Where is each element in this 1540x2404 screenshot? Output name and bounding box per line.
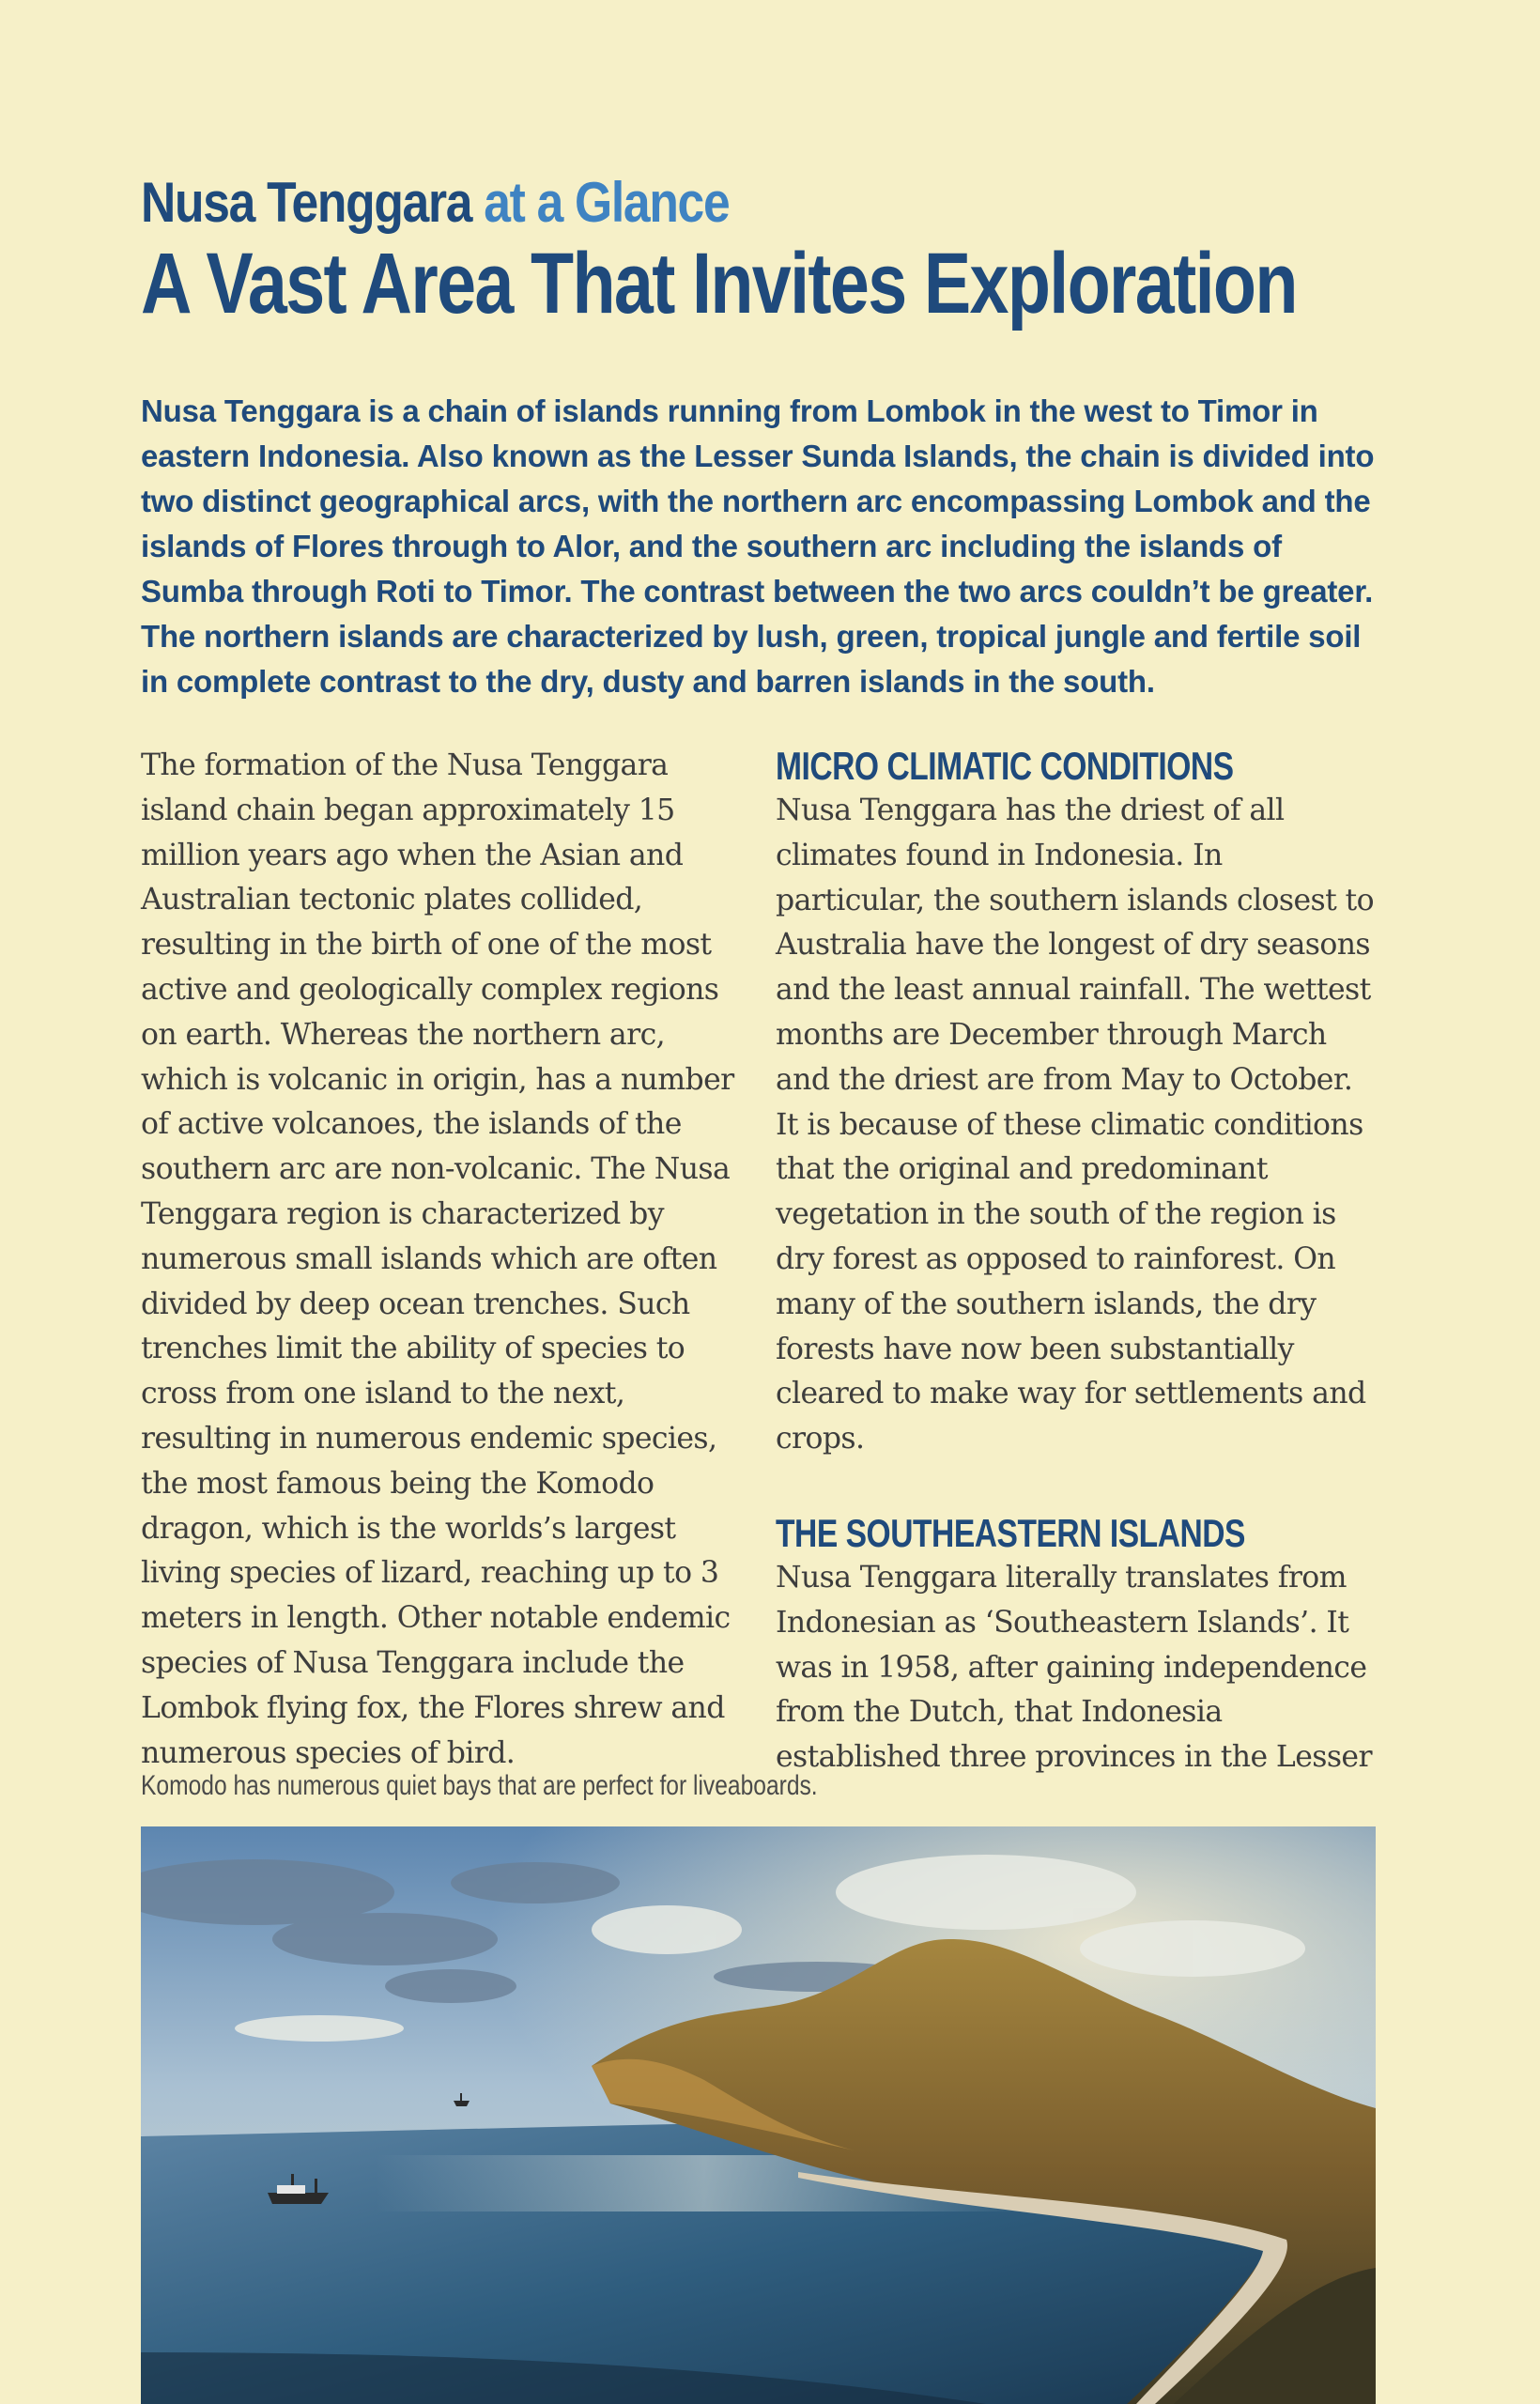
left-column	[141, 744, 751, 1776]
photo-caption: Komodo has numerous quiet bays that are perfect for liveaboards.	[141, 1770, 818, 1801]
section-heading-southeastern: THE SOUTHEASTERN ISLANDS	[776, 1510, 1245, 1555]
article	[141, 169, 1376, 1775]
kicker-title	[141, 169, 1203, 237]
right-column	[776, 744, 1377, 1780]
southeastern-paragraph: Nusa Tenggara literally translates from Indonesian as ‘Southeastern Islands’. It was in 1958, after gaining independence from the Dutch, that Indonesia established three provinces in the Lesser	[776, 1560, 1372, 1775]
climate-paragraph: Nusa Tenggara has the driest of all climates found in Indonesia. In particular, the southern islands closest to Australia have the longest of dry seasons and the least annual rainfall. The wettest months are December through March and the driest are from May to October. It is because of these climatic conditions that the original and predominant vegetation in the south of the region is dry forest as opposed to rainforest. On many of the southern islands, the dry forests have now been substantially cleared to make way for settlements and crops.	[776, 794, 1374, 1456]
section-heading-climate: MICRO CLIMATIC CONDITIONS	[776, 744, 1234, 788]
body-columns	[141, 744, 1376, 1775]
bay-photo	[141, 1826, 1376, 2404]
kicker-accent: at a Glance	[484, 171, 730, 234]
page-title: A Vast Area That Invites Exploration	[141, 236, 1297, 331]
intro-paragraph: Nusa Tenggara is a chain of islands running from Lombok in the west to Timor in eastern Indonesia. Also known as the Lesser Sunda Islands, the chain is divided into two distinct geographical arcs, with the northern arc encompassing Lombok and the islands of Flores through to Alor, and the southern arc including the islands of Sumba through Roti to Timor. The contrast between the two arcs couldn’t be greater. The northern islands are characterized by lush, green, tropical jungle and fertile soil in complete contrast to the dry, dusty and barren islands in the south.	[141, 393, 1375, 699]
kicker-main: Nusa Tenggara	[141, 171, 472, 234]
formation-paragraph: The formation of the Nusa Tenggara island chain began approximately 15 million years ago when the Asian and Australian tectonic plates collided, resulting in the birth of one of the most active and geologically complex regions on earth. Whereas the northern arc, which is volcanic in origin, has a number of active volcanoes, the islands of the southern arc are non-volcanic. The Nusa Tenggara region is characterized by numerous small islands which are often divided by deep ocean trenches. Such trenches limit the ability of species to cross from one island to the next, resulting in numerous endemic species, the most famous being the Komodo dragon, which is the worlds’s largest living species of lizard, reaching up to 3 meters in length. Other notable endemic species of Nusa Tenggara include the Lombok flying fox, the Flores shrew and numerous species of bird.	[141, 748, 734, 1770]
